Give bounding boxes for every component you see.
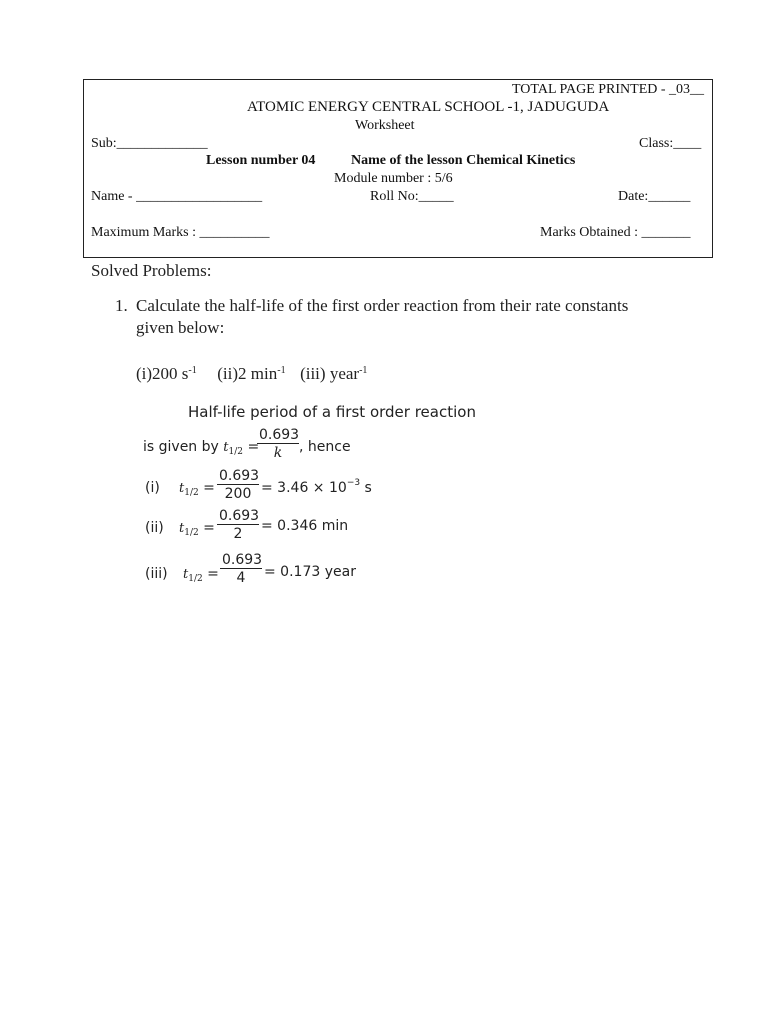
class-field: Class:____ bbox=[639, 136, 702, 151]
part-iii-exponent: -1 bbox=[359, 365, 368, 376]
intro-text: is given by bbox=[143, 439, 219, 455]
row-iii-lhs: $t_{1/2}$ = bbox=[183, 566, 219, 584]
row-i-label: (i) bbox=[145, 480, 160, 496]
lesson-number: Lesson number 04 bbox=[206, 153, 316, 168]
school-name: ATOMIC ENERGY CENTRAL SCHOOL -1, JADUGUDA bbox=[247, 99, 610, 115]
part-i: (i)200 s bbox=[136, 364, 189, 383]
question-line-2: given below: bbox=[136, 318, 225, 337]
solution-intro bbox=[143, 439, 259, 457]
question-line-1: Calculate the half-life of the first order reaction from their rate constants bbox=[136, 296, 629, 315]
row-iii-numerator: 0.693 bbox=[222, 552, 263, 568]
row-ii-denominator: 2 bbox=[217, 524, 259, 542]
row-i-fraction bbox=[217, 468, 259, 502]
row-ii-label: (ii) bbox=[145, 520, 164, 536]
roll-no-field: Roll No:_____ bbox=[370, 189, 454, 204]
date-field: Date:______ bbox=[618, 189, 691, 204]
marks-obtained-field: Marks Obtained : _______ bbox=[540, 225, 691, 240]
general-fraction bbox=[257, 427, 299, 461]
row-i-result: = $3.46 \times 10^{-3}$ s bbox=[261, 478, 372, 496]
subject-field: Sub:_____________ bbox=[91, 136, 208, 151]
row-i-denominator: 200 bbox=[217, 484, 259, 502]
doc-type: Worksheet bbox=[355, 118, 415, 133]
lesson-name: Name of the lesson Chemical Kinetics bbox=[351, 153, 576, 168]
total-pages-printed: TOTAL PAGE PRINTED - _03__ bbox=[512, 82, 705, 97]
row-ii-fraction bbox=[217, 508, 259, 542]
fraction-numerator: 0.693 bbox=[259, 427, 300, 443]
row-iii-denominator: 4 bbox=[220, 568, 262, 586]
equals-sign: = bbox=[247, 439, 260, 455]
part-ii-exponent: -1 bbox=[277, 365, 286, 376]
part-iii: (iii) year bbox=[300, 364, 360, 383]
section-title: Solved Problems: bbox=[91, 261, 212, 280]
part-i-exponent: -1 bbox=[188, 365, 197, 376]
fraction-denominator-k: k bbox=[257, 443, 299, 461]
row-ii-numerator: 0.693 bbox=[219, 508, 260, 524]
question-number: 1. bbox=[115, 296, 128, 315]
row-iii-fraction bbox=[220, 552, 262, 586]
part-ii: (ii)2 min bbox=[217, 364, 278, 383]
row-iii-result: = 0.173 year bbox=[264, 564, 356, 580]
row-ii-lhs: $t_{1/2}$ = bbox=[179, 520, 215, 538]
row-iii-label: (iii) bbox=[145, 566, 168, 582]
question-parts bbox=[136, 364, 367, 384]
row-i-numerator: 0.693 bbox=[219, 468, 260, 484]
row-ii-result: = 0.346 min bbox=[261, 518, 349, 534]
solution-heading: Half-life period of a first order reaction bbox=[188, 403, 476, 421]
maximum-marks-field: Maximum Marks : __________ bbox=[91, 225, 270, 240]
name-field: Name - __________________ bbox=[91, 189, 263, 204]
module-number: Module number : 5/6 bbox=[334, 171, 453, 186]
row-i-lhs: $t_{1/2}$ = bbox=[179, 480, 215, 498]
t-half-symbol: $t_{1/2}$ bbox=[223, 440, 243, 457]
hence-text: , hence bbox=[299, 439, 351, 455]
